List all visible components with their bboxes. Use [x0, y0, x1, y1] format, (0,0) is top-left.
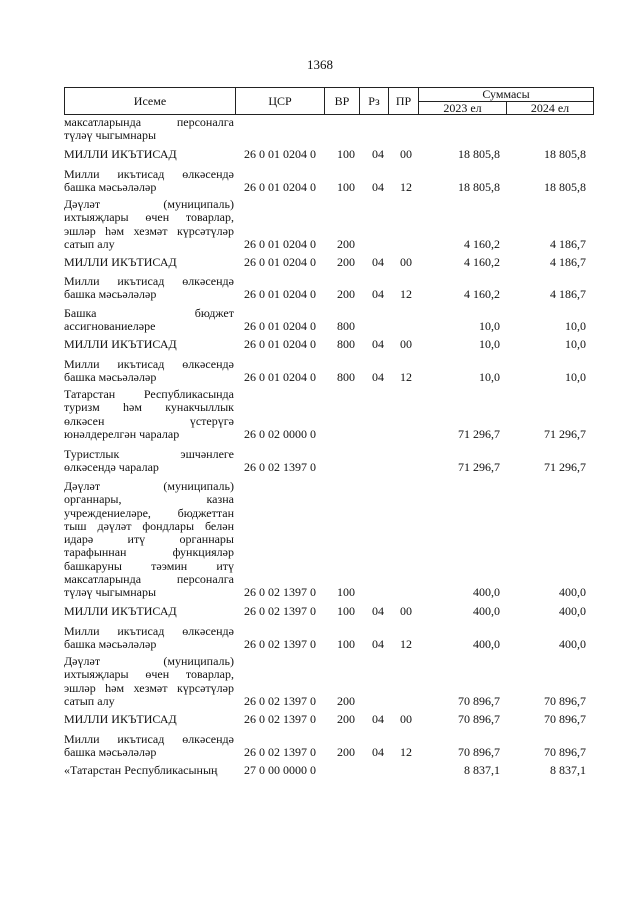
row-csr: 26 0 01 0204 0 — [244, 319, 316, 334]
row-csr: 26 0 02 1397 0 — [244, 637, 316, 652]
row-csr: 26 0 01 0204 0 — [244, 337, 316, 351]
header-sums: Суммасы — [418, 87, 594, 102]
row-pr: 12 — [400, 637, 412, 652]
row-sum-2024: 71 296,7 — [544, 460, 586, 475]
row-name — [64, 307, 234, 334]
row-name-line: Башка бюджет — [64, 306, 234, 320]
row-name-line: идарә итү органнары — [64, 532, 234, 547]
row-sum-2023: 8 837,1 — [464, 763, 500, 777]
row-name — [64, 338, 234, 351]
row-sum-2023: 400,0 — [473, 604, 500, 618]
table-row — [0, 388, 640, 441]
row-sum-2023: 400,0 — [473, 585, 500, 600]
row-name-line: юнәлдерелгән чаралар — [64, 426, 180, 441]
row-sum-2023: 10,0 — [479, 319, 500, 334]
row-rz: 04 — [372, 147, 384, 161]
row-rz: 04 — [372, 712, 384, 726]
row-name-line: ихтыяҗлары өчен товарлар, — [64, 210, 234, 225]
row-name-line: МИЛЛИ ИКЪТИСАД — [64, 712, 177, 726]
row-sum-2023: 4 160,2 — [464, 236, 500, 251]
table-row — [0, 148, 640, 161]
row-name-line: Дәүләт (муниципаль) — [64, 197, 234, 211]
row-sum-2024: 10,0 — [565, 370, 586, 385]
row-name-line: башка мәсьәләләр — [64, 745, 157, 760]
table-row — [0, 168, 640, 195]
row-pr: 00 — [400, 147, 412, 161]
row-name — [64, 655, 234, 708]
row-sum-2023: 400,0 — [473, 637, 500, 652]
row-sum-2024: 71 296,7 — [544, 426, 586, 441]
row-name — [64, 198, 234, 251]
row-sum-2023: 70 896,7 — [458, 693, 500, 708]
row-vr: 200 — [337, 255, 355, 269]
row-sum-2024: 18 805,8 — [544, 180, 586, 195]
row-sum-2024: 4 186,7 — [550, 236, 586, 251]
row-vr: 100 — [337, 180, 355, 195]
table-row — [0, 198, 640, 251]
row-name-line: Милли икътисад өлкәсендә — [64, 732, 234, 746]
row-sum-2024: 8 837,1 — [550, 763, 586, 777]
row-name-line: өлкәсен үстерүгә — [64, 413, 234, 428]
row-csr: 26 0 01 0204 0 — [244, 180, 316, 195]
table-row — [0, 307, 640, 334]
row-name — [64, 168, 234, 195]
row-sum-2023: 71 296,7 — [458, 460, 500, 475]
row-name — [64, 256, 234, 269]
row-name-line: сатып алу — [64, 693, 115, 708]
row-rz: 04 — [372, 637, 384, 652]
table-row — [0, 358, 640, 385]
row-csr: 26 0 02 1397 0 — [244, 460, 316, 475]
row-sum-2023: 10,0 — [479, 337, 500, 351]
row-name — [64, 625, 234, 652]
row-vr: 200 — [337, 236, 355, 251]
row-vr: 800 — [337, 337, 355, 351]
row-sum-2023: 4 160,2 — [464, 287, 500, 302]
row-csr: 26 0 02 0000 0 — [244, 426, 316, 441]
row-sum-2023: 71 296,7 — [458, 426, 500, 441]
row-name-line: МИЛЛИ ИКЪТИСАД — [64, 255, 177, 269]
row-sum-2024: 400,0 — [559, 637, 586, 652]
table-row — [0, 764, 640, 777]
row-name-line: түләү чыгымнары — [64, 585, 157, 600]
row-sum-2023: 70 896,7 — [458, 745, 500, 760]
row-name-line: тыш дәүләт фондлары белән — [64, 518, 234, 533]
row-csr: 26 0 02 1397 0 — [244, 712, 316, 726]
row-name — [64, 480, 234, 600]
header-vr: ВР — [324, 87, 360, 115]
row-rz: 04 — [372, 337, 384, 351]
row-name-line: Татарстан Республикасында — [64, 387, 234, 401]
row-vr: 200 — [337, 712, 355, 726]
row-name-line: Дәүләт (муниципаль) — [64, 654, 234, 668]
row-rz: 04 — [372, 255, 384, 269]
row-sum-2023: 70 896,7 — [458, 712, 500, 726]
row-name-line: ихтыяҗлары өчен товарлар, — [64, 667, 234, 682]
table-row — [0, 625, 640, 652]
row-vr: 100 — [337, 604, 355, 618]
row-vr: 100 — [337, 147, 355, 161]
row-rz: 04 — [372, 370, 384, 385]
row-name-line: башка мәсьәләләр — [64, 637, 157, 652]
row-csr: 26 0 01 0204 0 — [244, 236, 316, 251]
row-csr: 26 0 01 0204 0 — [244, 287, 316, 302]
table-row — [0, 256, 640, 269]
row-pr: 00 — [400, 604, 412, 618]
row-rz: 04 — [372, 287, 384, 302]
row-name-line: эшләр һәм хезмәт күрсәтүләр — [64, 680, 234, 695]
row-name-line: эшләр һәм хезмәт күрсәтүләр — [64, 223, 234, 238]
row-name-line: ассигнованиеләре — [64, 319, 156, 334]
row-sum-2024: 4 186,7 — [550, 287, 586, 302]
header-pr: ПР — [388, 87, 419, 115]
row-pr: 00 — [400, 337, 412, 351]
row-sum-2024: 4 186,7 — [550, 255, 586, 269]
row-sum-2023: 18 805,8 — [458, 147, 500, 161]
row-rz: 04 — [372, 604, 384, 618]
row-sum-2024: 400,0 — [559, 604, 586, 618]
row-name-line: башкаруны тәэмин итү — [64, 558, 234, 573]
row-sum-2023: 4 160,2 — [464, 255, 500, 269]
table-row — [0, 338, 640, 351]
table-row — [0, 116, 640, 143]
row-name-line: туризм һәм кунакчыллык — [64, 400, 234, 415]
header-csr: ЦСР — [235, 87, 325, 115]
row-name-line: Милли икътисад өлкәсендә — [64, 167, 234, 181]
table-row — [0, 655, 640, 708]
row-vr: 200 — [337, 745, 355, 760]
row-csr: 26 0 02 1397 0 — [244, 745, 316, 760]
row-name-line: Туристлык эшчәнлеге — [64, 447, 234, 461]
row-sum-2024: 70 896,7 — [544, 693, 586, 708]
row-vr: 100 — [337, 585, 355, 600]
header-rz: Рз — [359, 87, 389, 115]
row-pr: 12 — [400, 370, 412, 385]
row-csr: 27 0 00 0000 0 — [244, 763, 316, 777]
row-name-line: МИЛЛИ ИКЪТИСАД — [64, 604, 177, 618]
row-csr: 26 0 02 1397 0 — [244, 693, 316, 708]
row-name — [64, 275, 234, 302]
row-vr: 100 — [337, 637, 355, 652]
table-row — [0, 713, 640, 726]
row-name-line: өлкәсендә чаралар — [64, 460, 159, 475]
row-name-line: МИЛЛИ ИКЪТИСАД — [64, 337, 177, 351]
row-name-line: Милли икътисад өлкәсендә — [64, 274, 234, 288]
row-pr: 12 — [400, 745, 412, 760]
row-name-line: Милли икътисад өлкәсендә — [64, 624, 234, 638]
row-csr: 26 0 01 0204 0 — [244, 370, 316, 385]
row-name — [64, 448, 234, 475]
row-name-line: максатларында персоналга — [64, 115, 234, 129]
row-name — [64, 713, 234, 726]
row-sum-2024: 70 896,7 — [544, 712, 586, 726]
row-pr: 12 — [400, 180, 412, 195]
row-pr: 00 — [400, 255, 412, 269]
page-number: 1368 — [307, 57, 333, 72]
row-sum-2024: 18 805,8 — [544, 147, 586, 161]
row-csr: 26 0 02 1397 0 — [244, 604, 316, 618]
row-name-line: максатларында персоналга — [64, 572, 234, 587]
row-rz: 04 — [372, 180, 384, 195]
row-name-line: МИЛЛИ ИКЪТИСАД — [64, 147, 177, 161]
row-vr: 800 — [337, 319, 355, 334]
row-sum-2023: 18 805,8 — [458, 180, 500, 195]
row-csr: 26 0 01 0204 0 — [244, 147, 316, 161]
row-name-line: түләү чыгымнары — [64, 128, 157, 143]
header-2023: 2023 ел — [418, 101, 507, 115]
row-name-line: органнары, казна — [64, 492, 234, 507]
table-row — [0, 605, 640, 618]
row-csr: 26 0 02 1397 0 — [244, 585, 316, 600]
table-row — [0, 480, 640, 600]
row-vr: 200 — [337, 693, 355, 708]
row-pr: 00 — [400, 712, 412, 726]
row-sum-2024: 70 896,7 — [544, 745, 586, 760]
row-sum-2024: 10,0 — [565, 319, 586, 334]
row-name-line: тарафыннан функцияләр — [64, 545, 234, 560]
row-name-line: Милли икътисад өлкәсендә — [64, 357, 234, 371]
table-header — [64, 87, 594, 115]
row-name-line: башка мәсьәләләр — [64, 370, 157, 385]
row-name-line: сатып алу — [64, 236, 115, 251]
table-row — [0, 733, 640, 760]
row-name — [64, 764, 234, 777]
row-name — [64, 116, 234, 143]
table-row — [0, 448, 640, 475]
header-name: Исеме — [64, 87, 236, 115]
row-sum-2024: 400,0 — [559, 585, 586, 600]
row-name-line: башка мәсьәләләр — [64, 287, 157, 302]
row-vr: 800 — [337, 370, 355, 385]
row-rz: 04 — [372, 745, 384, 760]
row-name — [64, 388, 234, 441]
row-sum-2024: 10,0 — [565, 337, 586, 351]
header-2024: 2024 ел — [506, 101, 594, 115]
row-name-line: учреждениеләре, бюджеттан — [64, 505, 234, 520]
row-name — [64, 148, 234, 161]
row-name — [64, 733, 234, 760]
row-name — [64, 358, 234, 385]
row-vr: 200 — [337, 287, 355, 302]
row-name-line: башка мәсьәләләр — [64, 180, 157, 195]
table-row — [0, 275, 640, 302]
row-name-line: Дәүләт (муниципаль) — [64, 479, 234, 493]
row-name-line: «Татарстан Республикасының — [64, 763, 218, 777]
row-pr: 12 — [400, 287, 412, 302]
row-csr: 26 0 01 0204 0 — [244, 255, 316, 269]
row-name — [64, 605, 234, 618]
row-sum-2023: 10,0 — [479, 370, 500, 385]
